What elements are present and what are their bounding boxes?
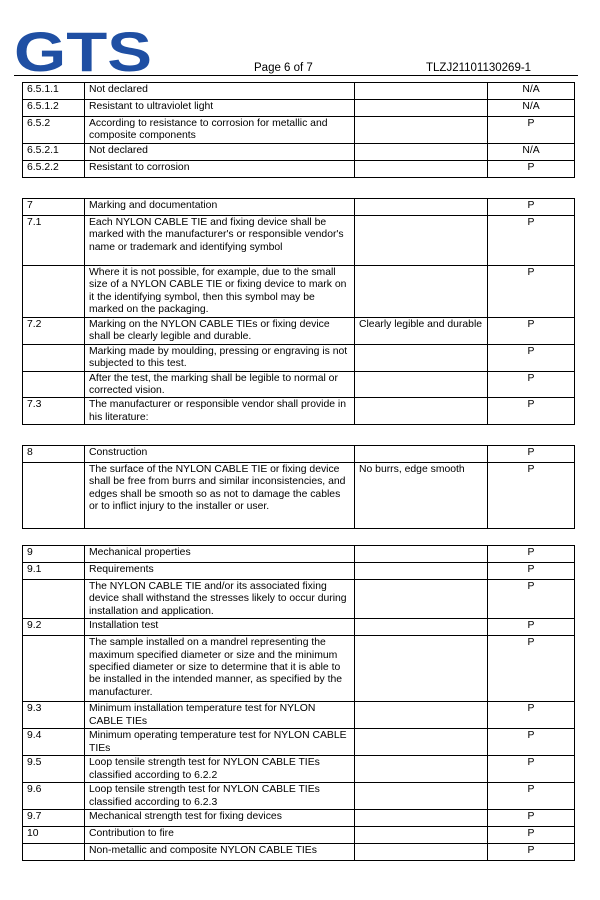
- clause-table-9-10: [22, 545, 575, 861]
- table-row: [23, 266, 575, 318]
- table-row: [23, 702, 575, 729]
- result-cell: [355, 161, 488, 178]
- verdict-cell: P: [488, 371, 575, 398]
- verdict-cell: P: [488, 446, 575, 463]
- verdict-cell: P: [488, 844, 575, 861]
- result-cell: [355, 199, 488, 216]
- requirement-cell: Not declared: [85, 83, 355, 100]
- requirement-cell: The sample installed on a mandrel representing the maximum specified diameter or size and the minimum specified diameter or size to determine that it is able to be installed in the intended manner, as specified by the manufacturer.: [85, 636, 355, 702]
- clause-cell: 7.2: [23, 317, 85, 344]
- verdict-cell: P: [488, 117, 575, 144]
- requirement-cell: Construction: [85, 446, 355, 463]
- result-cell: [355, 729, 488, 756]
- clause-cell: 9.4: [23, 729, 85, 756]
- table-row: [23, 546, 575, 563]
- table-row: [23, 580, 575, 619]
- clause-cell: 6.5.1.1: [23, 83, 85, 100]
- result-cell: [355, 580, 488, 619]
- verdict-cell: P: [488, 636, 575, 702]
- table-row: [23, 100, 575, 117]
- clause-cell: 10: [23, 827, 85, 844]
- verdict-cell: P: [488, 317, 575, 344]
- verdict-cell: P: [488, 546, 575, 563]
- table-row: [23, 344, 575, 371]
- requirement-cell: After the test, the marking shall be legible to normal or corrected vision.: [85, 371, 355, 398]
- clause-cell: 7.3: [23, 398, 85, 425]
- requirement-cell: Installation test: [85, 619, 355, 636]
- clause-cell: 9.6: [23, 783, 85, 810]
- requirement-cell: Not declared: [85, 144, 355, 161]
- verdict-cell: N/A: [488, 83, 575, 100]
- verdict-cell: P: [488, 463, 575, 529]
- verdict-cell: P: [488, 619, 575, 636]
- result-cell: [355, 266, 488, 318]
- gts-logo: [14, 28, 154, 72]
- table-row: [23, 563, 575, 580]
- result-cell: [355, 216, 488, 266]
- verdict-cell: P: [488, 161, 575, 178]
- table-row: [23, 810, 575, 827]
- verdict-cell: P: [488, 756, 575, 783]
- verdict-cell: P: [488, 199, 575, 216]
- clause-cell: 9.7: [23, 810, 85, 827]
- verdict-cell: N/A: [488, 144, 575, 161]
- verdict-cell: P: [488, 344, 575, 371]
- clause-cell: 9.5: [23, 756, 85, 783]
- table-row: [23, 144, 575, 161]
- result-cell: [355, 100, 488, 117]
- table-row: [23, 216, 575, 266]
- requirement-cell: Non-metallic and composite NYLON CABLE TIEs: [85, 844, 355, 861]
- clause-table-8: [22, 445, 575, 529]
- table-row: [23, 783, 575, 810]
- clause-cell: 6.5.1.2: [23, 100, 85, 117]
- table-row: [23, 756, 575, 783]
- requirement-cell: Where it is not possible, for example, due to the small size of a NYLON CABLE TIE or fixing device to mark on it the identifying symbol, then this symbol may be marked on the packaging.: [85, 266, 355, 318]
- requirement-cell: Loop tensile strength test for NYLON CABLE TIEs classified according to 6.2.3: [85, 783, 355, 810]
- requirement-cell: Contribution to fire: [85, 827, 355, 844]
- table-row: [23, 161, 575, 178]
- clause-cell: 9: [23, 546, 85, 563]
- clause-cell: 6.5.2.2: [23, 161, 85, 178]
- result-cell: [355, 83, 488, 100]
- verdict-cell: P: [488, 266, 575, 318]
- clause-cell: [23, 636, 85, 702]
- result-cell: [355, 144, 488, 161]
- clause-cell: [23, 344, 85, 371]
- header-divider: [14, 75, 578, 76]
- clause-cell: 6.5.2: [23, 117, 85, 144]
- requirement-cell: Resistant to ultraviolet light: [85, 100, 355, 117]
- table-row: [23, 463, 575, 529]
- result-cell: [355, 702, 488, 729]
- result-cell: [355, 756, 488, 783]
- verdict-cell: P: [488, 398, 575, 425]
- requirement-cell: Mechanical strength test for fixing devices: [85, 810, 355, 827]
- clause-cell: 7: [23, 199, 85, 216]
- verdict-cell: P: [488, 827, 575, 844]
- verdict-cell: P: [488, 702, 575, 729]
- verdict-cell: P: [488, 729, 575, 756]
- table-row: [23, 117, 575, 144]
- requirement-cell: Mechanical properties: [85, 546, 355, 563]
- requirement-cell: Requirements: [85, 563, 355, 580]
- result-cell: [355, 619, 488, 636]
- table-row: [23, 844, 575, 861]
- result-cell: No burrs, edge smooth: [355, 463, 488, 529]
- requirement-cell: Marking made by moulding, pressing or engraving is not subjected to this test.: [85, 344, 355, 371]
- table-row: [23, 83, 575, 100]
- result-cell: [355, 446, 488, 463]
- table-row: [23, 827, 575, 844]
- requirement-cell: The NYLON CABLE TIE and/or its associated fixing device shall withstand the stresses likely to occur during installation and application.: [85, 580, 355, 619]
- page-number: Page 6 of 7: [254, 62, 313, 74]
- clause-cell: 6.5.2.1: [23, 144, 85, 161]
- requirement-cell: Loop tensile strength test for NYLON CABLE TIEs classified according to 6.2.2: [85, 756, 355, 783]
- requirement-cell: The manufacturer or responsible vendor shall provide in his literature:: [85, 398, 355, 425]
- table-row: [23, 317, 575, 344]
- result-cell: [355, 563, 488, 580]
- clause-table-7: [22, 198, 575, 425]
- clause-cell: 9.3: [23, 702, 85, 729]
- table-row: [23, 199, 575, 216]
- requirement-cell: The surface of the NYLON CABLE TIE or fixing device shall be free from burrs and similar inconsistencies, and edges shall be smooth so as not to damage the cables or to inflict injury to the installer or user.: [85, 463, 355, 529]
- result-cell: Clearly legible and durable: [355, 317, 488, 344]
- table-row: [23, 636, 575, 702]
- requirement-cell: Resistant to corrosion: [85, 161, 355, 178]
- verdict-cell: P: [488, 563, 575, 580]
- table-row: [23, 371, 575, 398]
- requirement-cell: Marking on the NYLON CABLE TIEs or fixing device shall be clearly legible and durable.: [85, 317, 355, 344]
- table-row: [23, 729, 575, 756]
- result-cell: [355, 546, 488, 563]
- clause-cell: 9.2: [23, 619, 85, 636]
- clause-cell: [23, 266, 85, 318]
- clause-cell: [23, 463, 85, 529]
- table-row: [23, 619, 575, 636]
- verdict-cell: N/A: [488, 100, 575, 117]
- clause-cell: 9.1: [23, 563, 85, 580]
- report-number: TLZJ21101130269-1: [426, 62, 532, 74]
- result-cell: [355, 810, 488, 827]
- result-cell: [355, 827, 488, 844]
- clause-table-6-5: [22, 82, 575, 178]
- clause-cell: 8: [23, 446, 85, 463]
- report-header: [14, 28, 578, 76]
- table-row: [23, 446, 575, 463]
- table-row: [23, 398, 575, 425]
- verdict-cell: P: [488, 810, 575, 827]
- verdict-cell: P: [488, 580, 575, 619]
- result-cell: [355, 783, 488, 810]
- requirement-cell: Each NYLON CABLE TIE and fixing device shall be marked with the manufacturer's or responsible vendor's name or trademark and identifying symbol: [85, 216, 355, 266]
- result-cell: [355, 636, 488, 702]
- clause-cell: [23, 580, 85, 619]
- requirement-cell: Minimum operating temperature test for NYLON CABLE TIEs: [85, 729, 355, 756]
- result-cell: [355, 371, 488, 398]
- verdict-cell: P: [488, 216, 575, 266]
- requirement-cell: Marking and documentation: [85, 199, 355, 216]
- clause-cell: [23, 844, 85, 861]
- clause-cell: 7.1: [23, 216, 85, 266]
- requirement-cell: According to resistance to corrosion for metallic and composite components: [85, 117, 355, 144]
- clause-cell: [23, 371, 85, 398]
- result-cell: [355, 398, 488, 425]
- requirement-cell: Minimum installation temperature test for NYLON CABLE TIEs: [85, 702, 355, 729]
- result-cell: [355, 344, 488, 371]
- result-cell: [355, 844, 488, 861]
- result-cell: [355, 117, 488, 144]
- logo-text: GTS: [14, 28, 152, 72]
- verdict-cell: P: [488, 783, 575, 810]
